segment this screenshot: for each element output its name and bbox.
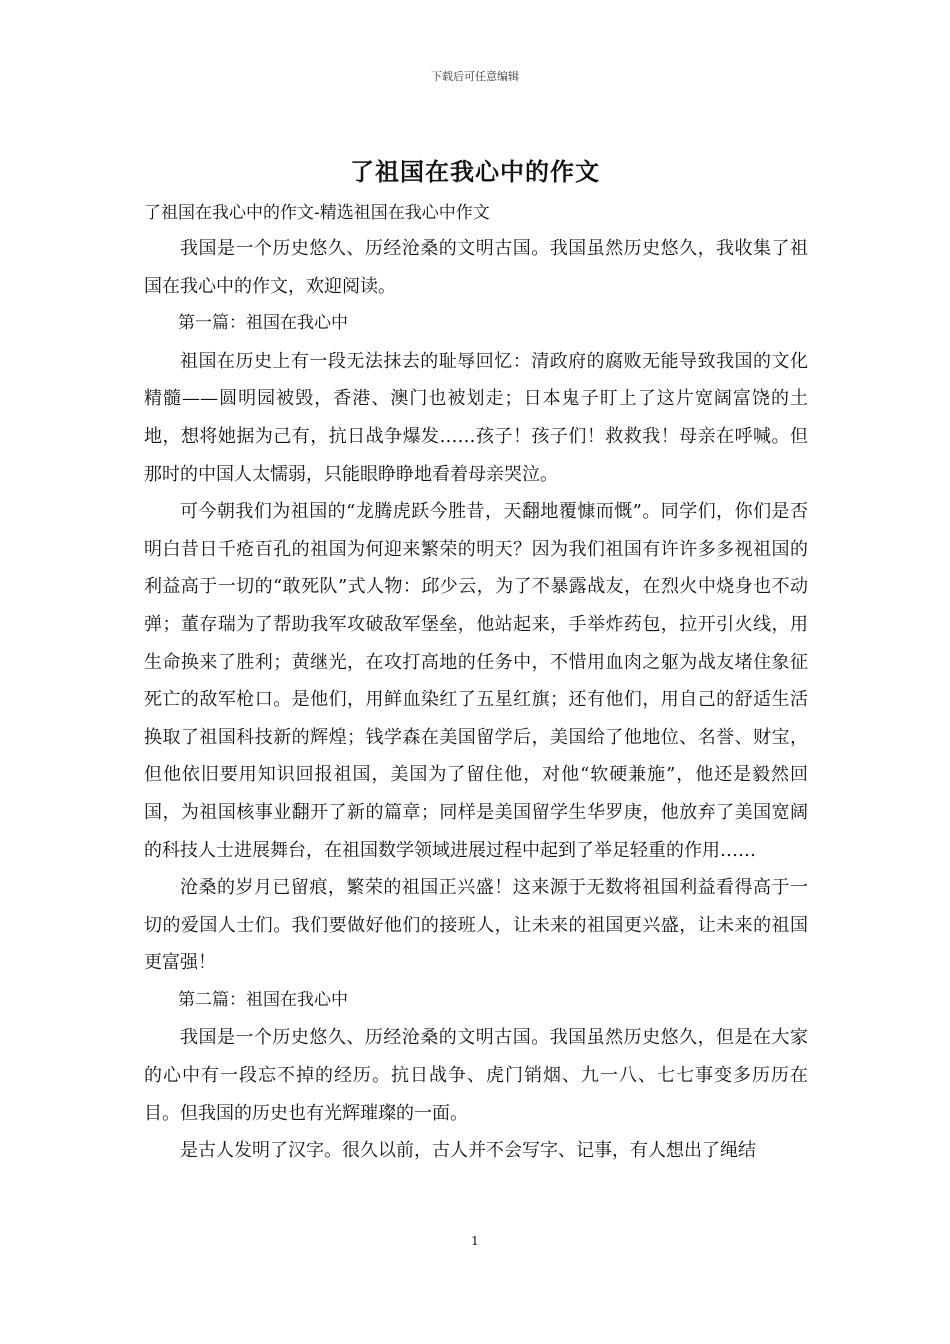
section-2-heading: 第二篇：祖国在我心中 <box>178 989 348 1010</box>
document-body <box>144 196 808 1170</box>
section-2-paragraph-1: 我国是一个历史悠久、历经沧桑的文明古国。我国虽然历史悠久，但是在大家的心中有一段忘不掉的经历。抗日战争、虎门销烟、九一八、七七事变多历历在目。但我国的历史也有光辉璀璨的一面。 <box>144 1027 808 1124</box>
page-number: 1 <box>471 1234 479 1248</box>
section-2-paragraph-2: 是古人发明了汉字。很久以前，古人并不会写字、记事，有人想出了绳结 <box>180 1140 756 1162</box>
intro-paragraph: 我国是一个历史悠久、历经沧桑的文明古国。我国虽然历史悠久，我收集了祖国在我心中的作文，欢迎阅读。 <box>144 238 808 297</box>
section-1-paragraph-3: 沧桑的岁月已留痕，繁荣的祖国正兴盛！这来源于无数将祖国利益看得高于一切的爱国人士们。我们要做好他们的接班人，让未来的祖国更兴盛，让未来的祖国更富强！ <box>144 877 808 974</box>
section-1-paragraph-1: 祖国在历史上有一段无法抹去的耻辱回忆：清政府的腐败无能导致我国的文化精髓——圆明园被毁，香港、澳门也被划走；日本鬼子盯上了这片宽阔富饶的土地，想将她据为己有，抗日战争爆发……孩子！孩子们！救救我！母亲在呼喊。但那时的中国人太懦弱，只能眼睁睁地看着母亲哭泣。 <box>144 350 808 485</box>
document-subtitle: 了祖国在我心中的作文-精选祖国在我心中作文 <box>144 203 490 223</box>
document-title: 了祖国在我心中的作文 <box>350 157 600 186</box>
section-1-paragraph-2: 可今朝我们为祖国的“龙腾虎跃今胜昔，天翻地覆慷而慨”。同学们，你们是否明白昔日千疮百孔的祖国为何迎来繁荣的明天？因为我们祖国有许许多多视祖国的利益高于一切的“敢死队”式人物：邱少云，为了不暴露战友，在烈火中烧身也不动弹；董存瑞为了帮助我军攻破敌军堡垒，他站起来，手举炸药包，拉开引火线，用生命换来了胜利；黄继光，在攻打高地的任务中，不惜用血肉之躯为战友堵住象征死亡的敌军枪口。是他们，用鲜血染红了五星红旗；还有他们，用自己的舒适生活换取了祖国科技新的辉煌；钱学森在美国留学后，美国给了他地位、名誉、财宝，但他依旧要用知识回报祖国，美国为了留住他，对他“软硬兼施”，他还是毅然回国，为祖国核事业翻开了新的篇章；同样是美国留学生华罗庚，他放弃了美国宽阔的科技人士进展舞台，在祖国数学领域进展过程中起到了举足轻重的作用…… <box>144 501 808 861</box>
section-1-heading: 第一篇：祖国在我心中 <box>178 313 348 334</box>
header-note: 下载后可任意编辑 <box>431 70 519 83</box>
